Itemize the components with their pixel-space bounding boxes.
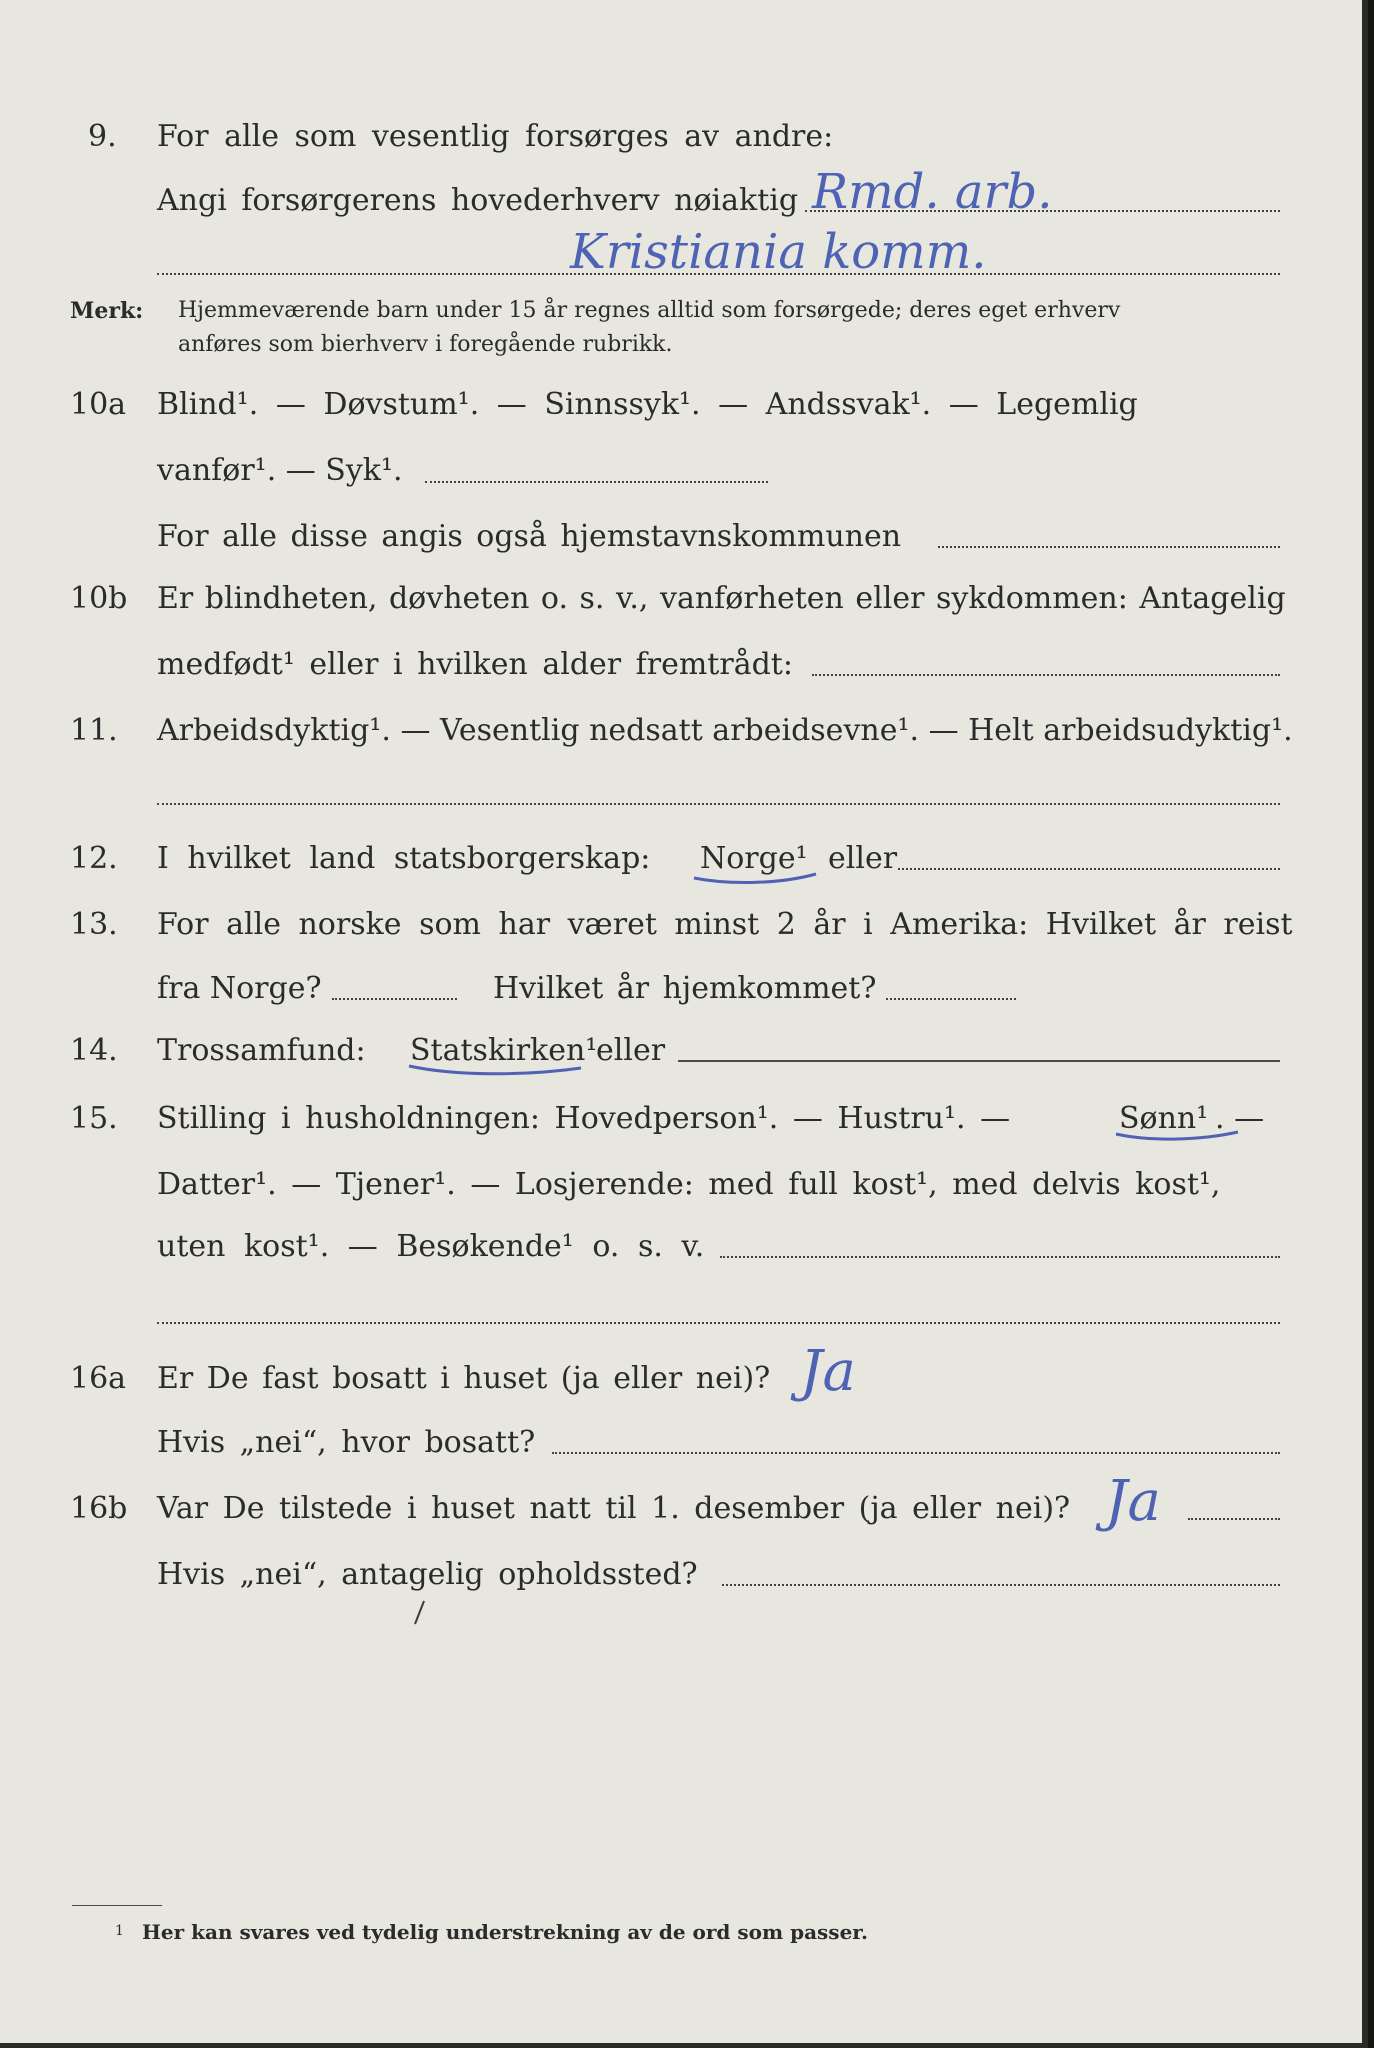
q16a-line2: Hvis „nei“, hvor bosatt? — [157, 1425, 536, 1460]
q15-line3: uten kost¹. — Besøkende¹ o. s. v. — [157, 1229, 705, 1264]
q15-answer-line-1 — [720, 1256, 1280, 1258]
q12-number: 12. — [70, 841, 118, 876]
q14-handwritten-underline — [405, 1060, 585, 1080]
q10a-line2: vanfør¹. — Syk¹. — [157, 453, 403, 488]
q12-answer-line — [898, 868, 1280, 870]
q13-line1: For alle norske som har været minst 2 år i Amerika: Hvilket år reist — [157, 907, 1293, 942]
q9-line2: Angi forsørgerens hovederhverv nøiaktig — [157, 183, 799, 218]
q9-handwritten-answer-2: Kristiania komm. — [570, 224, 987, 280]
q15-line2: Datter¹. — Tjener¹. — Losjerende: med full kost¹, med delvis kost¹, — [157, 1167, 1221, 1202]
q10a-number: 10a — [70, 387, 127, 422]
q14-prefix: Trossamfund: — [157, 1033, 366, 1068]
q12-handwritten-underline — [690, 868, 820, 888]
q13-answer-line-2 — [886, 998, 1016, 1000]
q10a-answer-line-1 — [425, 481, 768, 483]
q9-number: 9. — [88, 119, 117, 154]
q15-answer-line-2 — [157, 1322, 1280, 1324]
note-label: Merk: — [70, 298, 144, 324]
q16b-handwritten-answer: Ja — [1105, 1469, 1161, 1534]
q13-number: 13. — [70, 907, 118, 942]
q10a-line1: Blind¹. — Døvstum¹. — Sinnssyk¹. — Andssvak¹. — Legemlig — [157, 387, 1138, 422]
q16b-line2: Hvis „nei“, antagelig opholdssted? — [157, 1557, 698, 1592]
q10b-line1: Er blindheten, døvheten o. s. v., vanførheten eller sykdommen: Antagelig — [157, 581, 1286, 616]
q14-option-statskirken: Statskirken¹ — [410, 1033, 598, 1068]
q16a-line1: Er De fast bosatt i huset (ja eller nei)? — [157, 1361, 771, 1396]
stray-pen-mark — [410, 1598, 430, 1628]
q9-handwritten-answer-1: Rmd. arb. — [812, 164, 1053, 220]
q13-line2b: Hvilket år hjemkommet? — [493, 971, 877, 1006]
footnote-mark: 1 — [115, 1923, 124, 1939]
note-line2: anføres som bierhverv i foregående rubrikk. — [178, 332, 673, 357]
q10b-answer-line — [812, 674, 1280, 676]
q10b-number: 10b — [70, 581, 128, 616]
q11-answer-line — [157, 803, 1280, 805]
q15-line1a: Stilling i husholdningen: Hovedperson¹. — Hustru¹. — — [157, 1101, 1011, 1136]
q16a-answer-line — [552, 1452, 1280, 1454]
q16b-number: 16b — [70, 1491, 128, 1526]
q10a-answer-line-2 — [938, 546, 1280, 548]
q13-line2a: fra Norge? — [157, 971, 322, 1006]
q11-line1: Arbeidsdyktig¹. — Vesentlig nedsatt arbeidsevne¹. — Helt arbeidsudyktig¹. — [157, 713, 1293, 748]
q14-number: 14. — [70, 1033, 118, 1068]
note-line1: Hjemmeværende barn under 15 år regnes alltid som forsørgede; deres eget erhverv — [178, 298, 1121, 323]
q10a-line3: For alle disse angis også hjemstavnskommunen — [157, 519, 902, 554]
q12-suffix: eller — [828, 841, 898, 876]
q14-answer-line — [678, 1060, 1280, 1062]
q16b-answer-line-1 — [1188, 1518, 1280, 1520]
footnote-text: Her kan svares ved tydelig understrekning av de ord som passer. — [142, 1920, 868, 1944]
q9-line1: For alle som vesentlig forsørges av andre: — [157, 119, 834, 154]
footnote-rule — [72, 1905, 162, 1906]
q12-option-norge: Norge¹ — [700, 841, 808, 876]
q11-number: 11. — [70, 713, 118, 748]
q15-option-sonn: Sønn¹ — [1119, 1101, 1209, 1136]
q16a-handwritten-answer: Ja — [800, 1339, 856, 1404]
q16a-number: 16a — [70, 1361, 127, 1396]
q12-prefix: I hvilket land statsborgerskap: — [157, 841, 651, 876]
q16b-answer-line-2 — [722, 1584, 1280, 1586]
q15-number: 15. — [70, 1101, 118, 1136]
q14-suffix: eller — [596, 1033, 666, 1068]
q13-answer-line-1 — [332, 998, 457, 1000]
q16b-line1: Var De tilstede i huset natt til 1. desember (ja eller nei)? — [157, 1491, 1071, 1526]
q10b-line2: medfødt¹ eller i hvilken alder fremtrådt: — [157, 647, 793, 682]
q15-line1c: . — — [1215, 1101, 1265, 1136]
